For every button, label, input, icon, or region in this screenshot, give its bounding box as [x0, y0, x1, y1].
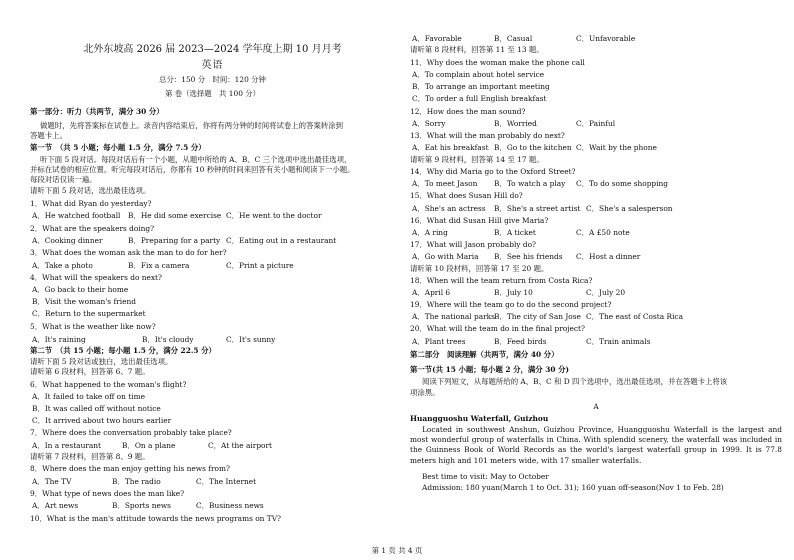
page-footer: 第 1 页 共 4 页 [371, 546, 423, 555]
material-7: 请听第 7 段材料，回答第 8、9 题。 [30, 452, 150, 461]
question-18: 18．When will the team return from Costa Rica? [410, 276, 593, 285]
question-5: 5．What is the weather like now? [30, 322, 156, 331]
option-18a: A．April 6 [412, 288, 451, 297]
option-16a: A．A ring [412, 228, 448, 237]
option-2b: B．Preparing for a party [128, 236, 221, 245]
option-7a: A．In a restaurant [32, 441, 102, 450]
option-3a: A．Take a photo [32, 261, 93, 270]
option-5b: B．It's cloudy [142, 335, 194, 344]
score-time: 总分：150 分 时间：120 分钟 [159, 75, 266, 84]
part2-instructions: 项涂黑。 [410, 388, 440, 397]
option-7b: B．On a plane [122, 441, 176, 450]
question-4: 4．What will the speakers do next? [30, 273, 162, 282]
option-15b: B．She's a street artist [494, 204, 581, 213]
section1-prompt: 请听下面 5 段对话，选出最佳选项。 [30, 186, 151, 195]
question-9: 9．What type of news does the man like? [30, 489, 185, 498]
part1-heading: 第一部分：听力（共两节，满分 30 分） [30, 107, 164, 116]
option-9c: C．Business news [196, 501, 264, 510]
option-1a: A．He watched football [32, 211, 121, 220]
question-16: 16．What did Susan Hill give Maria? [410, 216, 549, 225]
volume-heading: 第 卷（选择题 共 100 分） [164, 89, 261, 98]
option-19b: B．The city of San Jose [494, 312, 581, 321]
option-3b: B．Fix a camera [128, 261, 190, 270]
option-16c: C．A £50 note [576, 228, 630, 237]
option-20b: B．Feed birds [494, 337, 547, 346]
section1-instructions: 每段对话仅读一遍。 [30, 175, 97, 184]
option-13b: B．Go to the kitchen [494, 143, 572, 152]
exam-title: 北外东坡高 2026 届 2023—2024 学年度上期 10 月月考 [83, 44, 342, 55]
option-1c: C．He went to the doctor [226, 211, 322, 220]
best-time: Best time to visit: May to October [422, 472, 549, 481]
material-8: 请听第 8 段材料，回答第 11 至 13 题。 [410, 45, 544, 54]
section2-instructions: 请听下面 5 段对话或独白，选出最佳选项。 [30, 357, 173, 366]
option-2a: A．Cooking dinner [32, 236, 103, 245]
question-1: 1．What did Ryan do yesterday? [30, 199, 152, 208]
option-14b: B．To watch a play [494, 179, 566, 188]
option-12b: B．Worried [494, 119, 537, 128]
option-19a: A．The national parks [412, 312, 495, 321]
part1-instructions: 答题卡上。 [30, 131, 67, 140]
option-11a: A．To complain about hotel service [412, 70, 545, 79]
passage-title: Huangguoshu Waterfall, Guizhou [410, 414, 549, 423]
option-14c: C．To do some shopping [576, 179, 669, 188]
option-12c: C．Painful [576, 119, 616, 128]
section1-instructions: 并标在试卷的相应位置。听完每段对话后，你都有 10 秒钟的时间来回答有关小题和阅读下一小题。 [30, 165, 355, 174]
question-14: 14．Why did Maria go to the Oxford Street? [410, 167, 576, 176]
part2-section1-heading: 第一节(共 15 小题；每小题 2 分，满分 30 分) [410, 365, 570, 374]
option-14a: A．To meet Jason [412, 179, 478, 188]
option-8c: C．The Internet [196, 477, 257, 486]
section1-instructions: 听下面 5 段对话。每段对话后有一个小题，从题中所给的 A、B、C 三个选项中选出最佳选项， [40, 155, 352, 164]
question-8: 8．Where does the man enjoy getting his news from? [30, 464, 230, 473]
part1-instructions: 做题时，先将答案标在试卷上。录音内容结束后，你将有两分钟的时间将试卷上的答案转涂到 [40, 121, 344, 130]
option-3c: C．Print a picture [226, 261, 294, 270]
subject-title: 英语 [201, 60, 224, 71]
option-17b: B．See his friends [494, 252, 563, 261]
option-8a: A．The TV [32, 477, 72, 486]
option-20a: A．Plant trees [412, 337, 466, 346]
option-7c: C．At the airport [208, 441, 273, 450]
question-3: 3．What does the woman ask the man to do for her? [30, 248, 227, 257]
option-4b: B．Visit the woman's friend [32, 297, 136, 306]
option-16b: B．A ticket [494, 228, 536, 237]
option-18c: C．July 20 [586, 288, 626, 297]
passage-text: Located in southwest Anshun, Guizhou Province, Huangguoshu Waterfall is the largest and most wonderful group of waterfalls in China. With splendid scenery, the waterfall was included in the Guinness Book of World Records as the world's largest waterfall group in 1999. It is 77.8 meters high and 101 meters wide, with 17 smaller waterfalls. [410, 425, 782, 465]
question-19: 19．Where will the team go to do the second project? [410, 300, 612, 309]
option-19c: C．The east of Costa Rica [586, 312, 683, 321]
option-10c: C．Unfavorable [576, 34, 636, 43]
option-10b: B．Casual [494, 34, 533, 43]
option-10a: A．Favorable [412, 34, 462, 43]
question-10: 10．What is the man's attitude towards the news programs on TV? [30, 514, 282, 523]
question-12: 12．How does the man sound? [410, 107, 526, 116]
option-20c: C．Train animals [586, 337, 651, 346]
passage-label: A [593, 402, 599, 411]
option-4a: A．Go back to their home [32, 285, 129, 294]
material-6: 请听第 6 段材料，回答第 6、7 题。 [30, 367, 150, 376]
option-1b: B．He did some exercise [128, 211, 222, 220]
question-20: 20．What will the team do in the final project? [410, 324, 585, 333]
material-9: 请听第 9 段材料，回答第 14 至 17 题。 [410, 155, 544, 164]
option-6a: A．It failed to take off on time [32, 392, 145, 401]
option-6c: C．It arrived about two hours earlier [32, 416, 172, 425]
option-11b: B．To arrange an important meeting [412, 82, 550, 91]
option-2c: C．Eating out in a restaurant [226, 236, 337, 245]
option-15a: A．She's an actress [412, 204, 486, 213]
material-10: 请听第 10 段材料，回答第 17 至 20 题。 [410, 264, 549, 273]
option-5c: C．It's sunny [226, 335, 276, 344]
option-13a: A．Eat his breakfast [412, 143, 489, 152]
option-5a: A．It's raining [32, 335, 86, 344]
question-2: 2．What are the speakers doing? [30, 224, 155, 233]
part2-heading: 第二部分 阅读理解（共两节，满分 40 分） [410, 350, 559, 359]
section1-heading: 第一节 （共 5 小题；每小题 1.5 分，满分 7.5 分） [30, 143, 206, 152]
question-7: 7．Where does the conversation probably take place? [30, 428, 232, 437]
option-9a: A．Art news [32, 501, 79, 510]
question-11: 11．Why does the woman make the phone call [410, 58, 585, 67]
option-6b: B．It was called off without notice [32, 404, 161, 413]
question-13: 13．What will the man probably do next? [410, 131, 565, 140]
question-15: 15．What does Susan Hill do? [410, 191, 523, 200]
question-17: 17．What will Jason probably do? [410, 240, 536, 249]
option-17c: C．Host a dinner [576, 252, 641, 261]
option-9b: B．Sports news [112, 501, 171, 510]
option-17a: A．Go with Maria [412, 252, 479, 261]
part2-instructions: 阅读下列短文，从每题所给的 A、B、C 和 D 四个选项中，选出最佳选项，并在答题卡上将该 [422, 377, 728, 386]
question-6: 6．What happened to the woman's flight? [30, 380, 187, 389]
admission: Admission: 180 yuan(March 1 to Oct. 31); 160 yuan off-season(Nov 1 to Feb. 28) [422, 483, 724, 492]
option-8b: B．The radio [112, 477, 161, 486]
option-11c: C．To order a full English breakfast [412, 94, 547, 103]
option-12a: A．Sorry [412, 119, 446, 128]
option-13c: C．Wait by the phone [576, 143, 657, 152]
section2-heading: 第二节 （共 15 小题；每小题 1.5 分，满分 22.5 分） [30, 346, 216, 355]
option-18b: B．July 10 [494, 288, 533, 297]
option-15c: C．She's a salesperson [586, 204, 673, 213]
option-4c: C．Return to the supermarket [32, 309, 146, 318]
